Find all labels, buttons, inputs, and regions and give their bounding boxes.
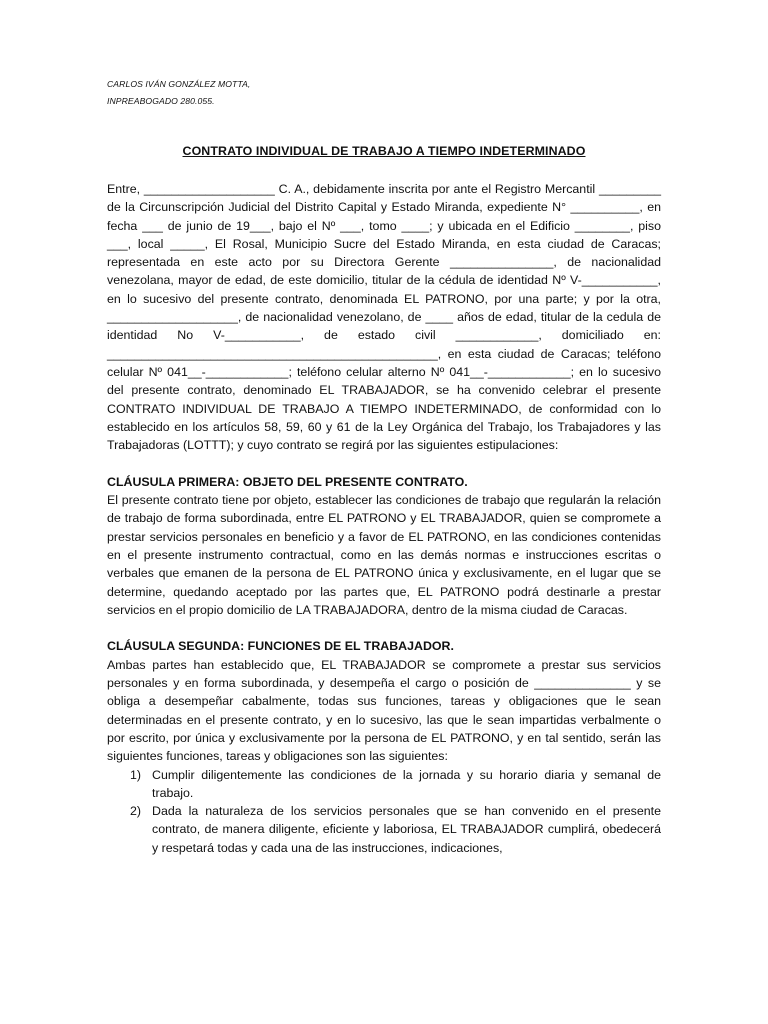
document-body [107,180,661,857]
list-item [107,766,661,803]
document-title: CONTRATO INDIVIDUAL DE TRABAJO A TIEMPO INDETERMINADO [182,144,586,158]
clause-first-heading: CLÁUSULA PRIMERA: OBJETO DEL PRESENTE CONTRATO. [107,474,468,489]
clause-second [107,637,661,857]
list-item-text: Cumplir diligentemente las condiciones de la jornada y su horario diaria y semanal de trabajo. [152,767,661,800]
clause-second-heading: CLÁUSULA SEGUNDA: FUNCIONES DE EL TRABAJADOR. [107,639,454,654]
list-item-text: Dada la naturaleza de los servicios personales que se han convenido en el presente contrato, de manera diligente, eficiente y laboriosa, EL TRABAJADOR cumplirá, obedecerá y respetará todas y cada una de las instrucciones, indicaciones, [152,804,661,855]
author-block [107,76,250,110]
clause-first-text: El presente contrato tiene por objeto, establecer las condiciones de trabajo que regularán la relación de trabajo de forma subordinada, entre EL PATRONO y EL TRABAJADOR, quien se compromete a prestar servicios personales en beneficio y a favor de EL PATRONO, en las condiciones contenidas en el presente instrumento contractual, como en las demás normas e instrucciones escritas o verbales que emanen de la persona de EL PATRONO única y exclusivamente, en el lugar que se determine, quedando aceptado por las partes que, EL PATRONO podrá destinarle a prestar servicios en el propio domicilio de LA TRABAJADORA, dentro de la misma ciudad de Caracas. [107,493,661,617]
clause-second-text: Ambas partes han establecido que, EL TRABAJADOR se compromete a prestar sus servicios personales y en forma subordinada, y desempeña el cargo o posición de ______________ y se obliga a desempeñar cabalmente, todas sus funciones, tareas y obligaciones que le sean determinadas en el presente contrato, y en lo sucesivo, las que le sean impartidas verbalmente o por escrito, por única y exclusivamente por la persona de EL PATRONO, y en tal sentido, serán las siguientes funciones, tareas y obligaciones son las siguientes: [107,657,661,764]
author-registration: INPREABOGADO 280.055. [107,96,215,106]
list-item-number: 1) [130,767,142,782]
clause-first [107,473,661,619]
duties-list [107,766,661,857]
list-item [107,802,661,857]
author-name: CARLOS IVÁN GONZÁLEZ MOTTA, [107,79,251,89]
intro-paragraph: Entre, ___________________ C. A., debidamente inscrita por ante el Registro Mercantil _________ de la Circunscripción Judicial del Distrito Capital y Estado Miranda, expediente N° __________, en fecha ___ de junio de 19___, bajo el Nº ___, tomo ____; y ubicada en el Edificio ________, piso ___, local _____, El Rosal, Municipio Sucre del Estado Miranda, en esta ciudad de Caracas; representada en este acto por su Directora Gerente _______________, de nacionalidad venezolana, mayor de edad, de este domicilio, titular de la cédula de identidad Nº V-___________, en lo sucesivo del presente contrato, denominada EL PATRONO, por una parte; y por la otra, ___________________, de nacionalidad venezolano, de ____ años de edad, titular de la cedula de identidad No V-___________, de estado civil ____________, domiciliado en: ________________________________________________, en esta ciudad de Caracas; teléfono celular Nº 041__-____________; teléfono celular alterno Nº 041__-____________; en lo sucesivo del presente contrato, denominado EL TRABAJADOR, se ha convenido celebrar el presente CONTRATO INDIVIDUAL DE TRABAJO A TIEMPO INDETERMINADO, de conformidad con lo establecido en los artículos 58, 59, 60 y 61 de la Ley Orgánica del Trabajo, los Trabajadores y las Trabajadoras (LOTTT); y cuyo contrato se regirá por las siguientes estipulaciones: [107,182,661,453]
list-item-number: 2) [130,804,142,819]
